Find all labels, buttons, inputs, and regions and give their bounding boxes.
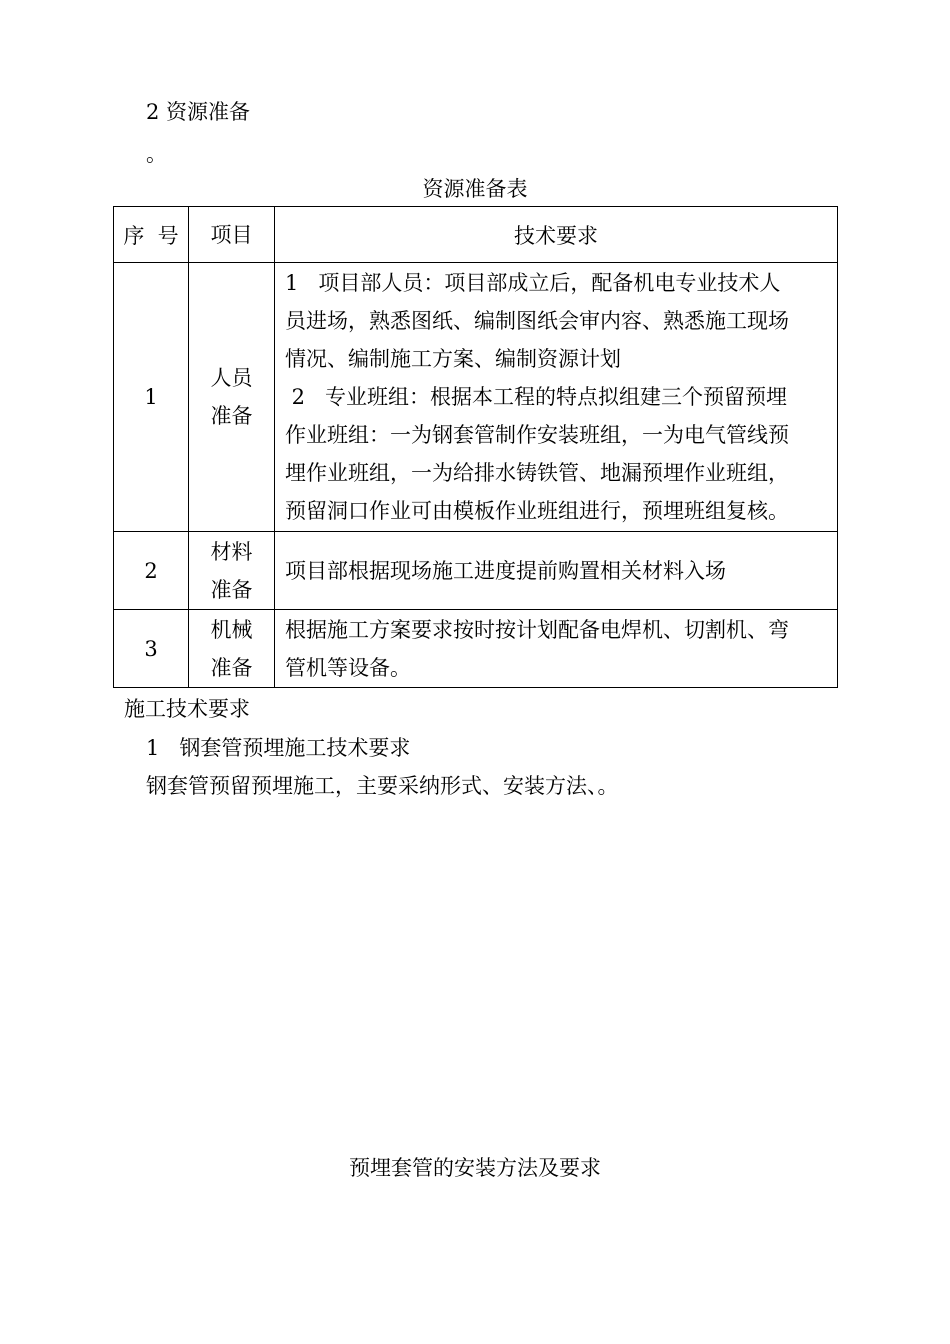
requirement-line: 1 项目部人员：项目部成立后，配备机电专业技术人 xyxy=(285,271,781,295)
row-item xyxy=(189,263,275,532)
table-row xyxy=(114,532,838,610)
row-requirement xyxy=(275,610,838,688)
page-bottom-title: 预埋套管的安装方法及要求 xyxy=(349,1156,601,1180)
row-item-line: 准备 xyxy=(210,655,253,680)
row-number: 3 xyxy=(114,610,189,688)
section-heading: 2 资源准备 xyxy=(146,100,251,124)
table-header-row xyxy=(114,207,838,263)
row-requirement xyxy=(275,263,838,532)
period-mark: 。 xyxy=(146,142,167,166)
requirement-line: 管机等设备。 xyxy=(285,655,411,680)
row-item-line: 准备 xyxy=(210,404,253,428)
header-no: 序 号 xyxy=(114,207,189,263)
requirement-line: 2 专业班组：根据本工程的特点拟组建三个预留预埋 xyxy=(285,385,788,409)
header-requirement: 技术要求 xyxy=(275,207,838,263)
requirement-line: 情况、编制施工方案、编制资源计划 xyxy=(285,347,621,371)
row-item-line: 材料 xyxy=(210,539,253,564)
row-number: 1 xyxy=(114,263,189,532)
requirement-line: 作业班组：一为钢套管制作安装班组，一为电气管线预 xyxy=(285,423,789,447)
row-item-line: 人员 xyxy=(210,366,253,390)
tech-heading: 施工技术要求 xyxy=(124,697,250,721)
requirement-line: 员进场，熟悉图纸、编制图纸会审内容、熟悉施工现场 xyxy=(285,309,789,333)
requirement-line: 预留洞口作业可由模板作业班组进行，预埋班组复核。 xyxy=(285,499,789,523)
table-row xyxy=(114,263,838,532)
table-caption: 资源准备表 xyxy=(422,177,528,201)
row-item xyxy=(189,610,275,688)
table-row xyxy=(114,610,838,688)
row-item-line: 准备 xyxy=(210,577,253,602)
row-item xyxy=(189,532,275,610)
header-item: 项目 xyxy=(189,207,275,263)
requirement-line: 根据施工方案要求按时按计划配备电焊机、切割机、弯 xyxy=(285,617,789,642)
row-item-line: 机械 xyxy=(210,617,253,642)
requirement-line: 埋作业班组，一为给排水铸铁管、地漏预埋作业班组， xyxy=(285,461,789,485)
body-paragraph: 钢套管预留预埋施工，主要采纳形式、安装方法、。 xyxy=(146,774,619,798)
row-requirement xyxy=(275,532,838,610)
row-number: 2 xyxy=(114,532,189,610)
requirement-line: 项目部根据现场施工进度提前购置相关材料入场 xyxy=(285,558,726,583)
resource-table xyxy=(113,206,838,688)
tech-subheading: 1 钢套管预埋施工技术要求 xyxy=(146,736,411,760)
